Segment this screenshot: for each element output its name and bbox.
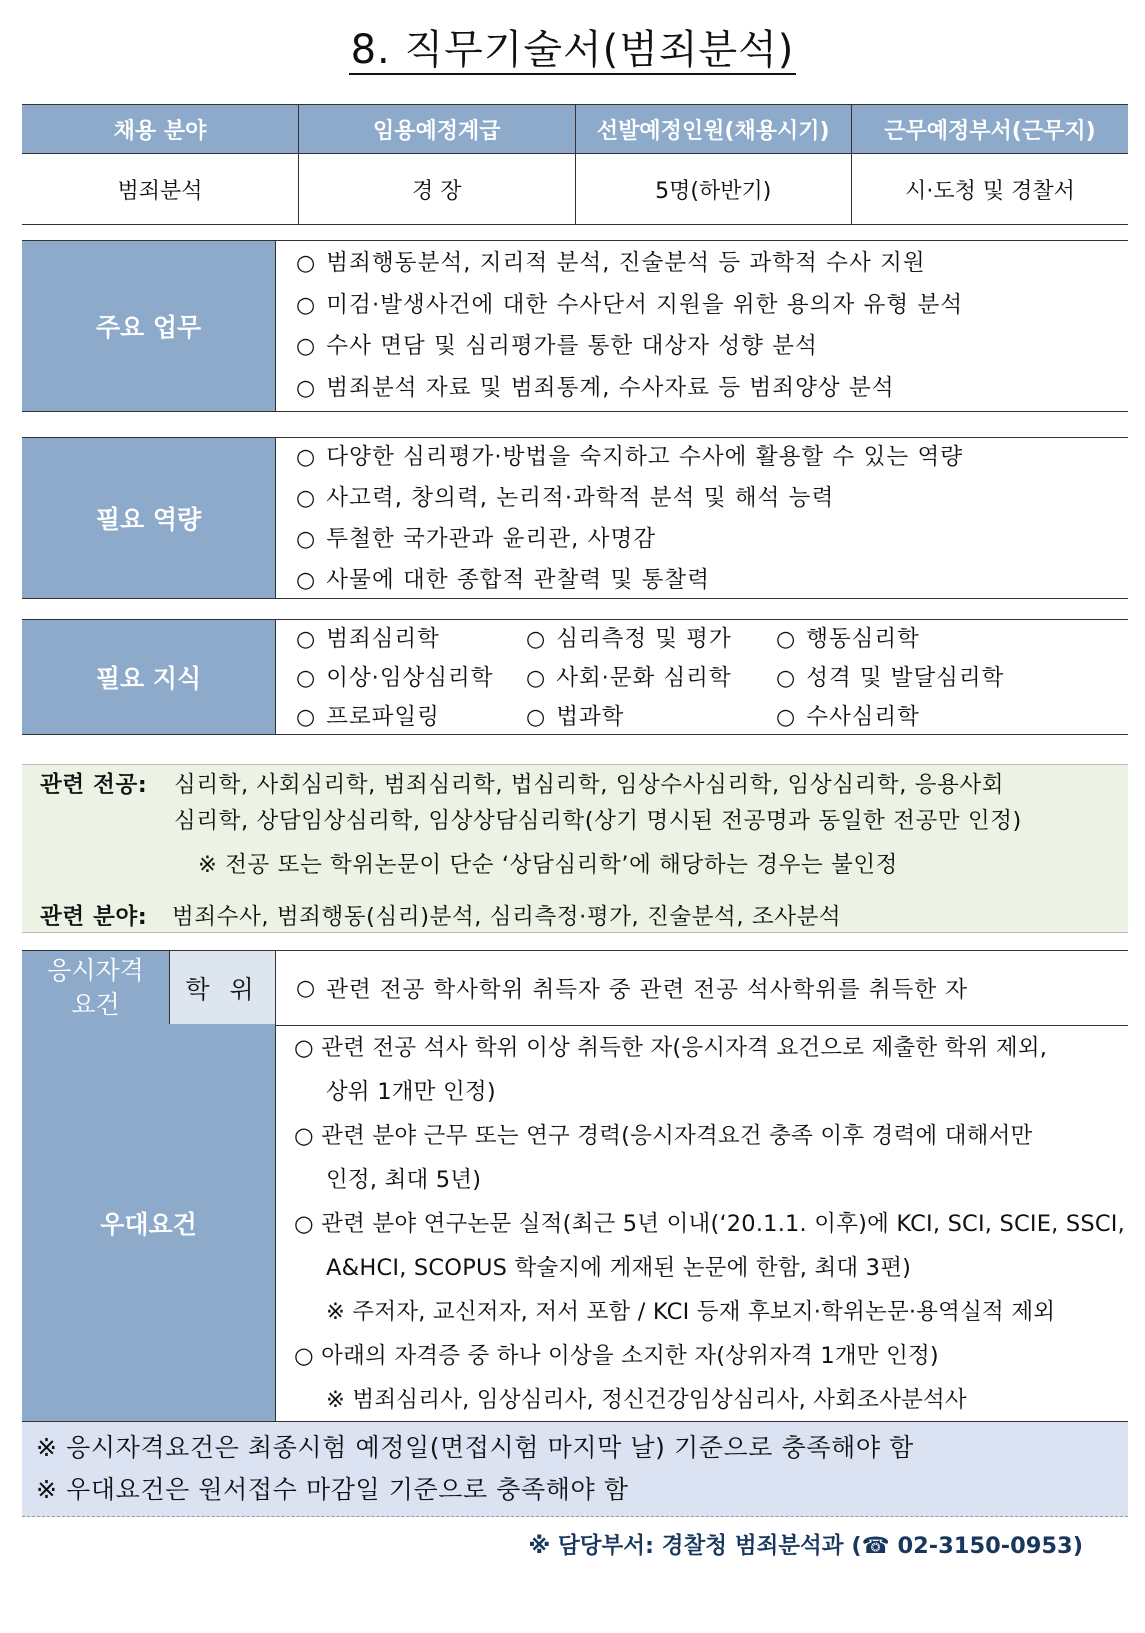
list-item: ○ 사회·문화 심리학 — [526, 665, 732, 691]
knowledge-row — [296, 659, 1128, 698]
bullet-circle-icon: ○ — [296, 334, 317, 359]
bullet-circle-icon: ○ — [296, 445, 317, 470]
bullet-circle-icon: ○ — [296, 375, 317, 401]
list-item: ○ 다양한 심리평가·방법을 숙지하고 수사에 활용할 수 있는 역량 — [296, 444, 964, 470]
duties-section — [22, 240, 1128, 412]
position-summary-table — [22, 104, 1128, 225]
contact-info: ※ 담당부서: 경찰청 범죄분석과 (☎ 02-3150-0953) — [528, 1533, 1083, 1559]
preference-section — [22, 1024, 1128, 1422]
bullet-circle-icon: ○ — [296, 627, 317, 652]
duties-label: 주요 업무 — [22, 241, 276, 411]
list-item: ○ 관련 분야 연구논문 실적(최근 5년 이내(‘20.1.1. 이후)에 KCI, SCI, SCIE, SSCI, — [294, 1211, 1125, 1237]
header-department: 근무예정부서(근무지) — [852, 105, 1129, 154]
list-item: ○ 사물에 대한 종합적 관찰력 및 통찰력 — [296, 567, 711, 593]
bullet-circle-icon: ○ — [296, 666, 317, 691]
related-major-line: 심리학, 사회심리학, 범죄심리학, 법심리학, 임상수사심리학, 임상심리학, 응용사회 — [174, 772, 1005, 798]
knowledge-row — [296, 620, 1128, 659]
header-headcount: 선발예정인원(채용시기) — [575, 105, 852, 154]
bullet-circle-icon: ○ — [526, 627, 547, 652]
bullet-circle-icon: ○ — [776, 666, 797, 691]
bullet-circle-icon: ○ — [296, 527, 317, 552]
list-item: ○ 수사 면담 및 심리평가를 통한 대상자 성향 분석 — [296, 333, 818, 359]
list-item: ○ 범죄분석 자료 및 범죄통계, 수사자료 등 범죄양상 분석 — [296, 374, 895, 401]
knowledge-label: 필요 지식 — [22, 620, 276, 734]
qualification-sub-label: 학 위 — [170, 951, 276, 1025]
list-item: ※ 범죄심리사, 임상심리사, 정신건강임상심리사, 사회조사분석사 — [326, 1387, 967, 1413]
list-item: ○ 수사심리학 — [776, 704, 920, 730]
list-item: ○ 아래의 자격증 중 하나 이상을 소지한 자(상위자격 1개만 인정) — [294, 1343, 939, 1369]
value-headcount: 5명(하반기) — [575, 154, 852, 225]
knowledge-section — [22, 619, 1128, 735]
list-item: ※ 주저자, 교신저자, 저서 포함 / KCI 등재 후보지·학위논문·용역실적 제외 — [326, 1299, 1056, 1325]
value-rank: 경 장 — [299, 154, 576, 225]
list-item: ○ 범죄심리학 — [296, 626, 440, 652]
list-item: ○ 프로파일링 — [296, 704, 440, 730]
list-item: ○ 성격 및 발달심리학 — [776, 665, 1005, 691]
bullet-circle-icon: ○ — [526, 705, 547, 730]
bullet-circle-icon: ○ — [296, 486, 317, 511]
list-item: ○ 심리측정 및 평가 — [526, 626, 732, 652]
list-item: ○ 범죄행동분석, 지리적 분석, 진술분석 등 과학적 수사 지원 — [296, 250, 926, 276]
list-item: 상위 1개만 인정) — [326, 1079, 496, 1105]
list-item: A&HCI, SCOPUS 학술지에 게재된 논문에 한함, 최대 3편) — [326, 1255, 912, 1281]
related-field-text: 범죄수사, 범죄행동(심리)분석, 심리측정·평가, 진술분석, 조사분석 — [172, 904, 842, 930]
list-item: ○ 관련 전공 석사 학위 이상 취득한 자(응시자격 요건으로 제출한 학위 제외, — [294, 1035, 1048, 1061]
list-item: ○ 관련 분야 근무 또는 연구 경력(응시자격요건 충족 이후 경력에 대해서만 — [294, 1123, 1033, 1149]
list-item: ○ 미검·발생사건에 대한 수사단서 지원을 위한 용의자 유형 분석 — [296, 291, 964, 318]
note-line: ※ 응시자격요건은 최종시험 예정일(면접시험 마지막 날) 기준으로 충족해야 함 — [36, 1433, 914, 1462]
related-field-label: 관련 분야: — [40, 904, 148, 930]
related-major-note: ※ 전공 또는 학위논문이 단순 ‘상담심리학’에 해당하는 경우는 불인정 — [198, 852, 899, 878]
header-field: 채용 분야 — [22, 105, 299, 154]
notes-box — [22, 1422, 1128, 1517]
list-item: ○ 사고력, 창의력, 논리적·과학적 분석 및 해석 능력 — [296, 485, 835, 511]
related-major-label: 관련 전공: — [40, 772, 148, 798]
list-item: ○ 관련 전공 학사학위 취득자 중 관련 전공 석사학위를 취득한 자 — [296, 975, 968, 1003]
related-major-line: 심리학, 상담임상심리학, 임상상담심리학(상기 명시된 전공명과 동일한 전공만 인정) — [174, 808, 1022, 834]
bullet-circle-icon: ○ — [296, 975, 317, 1001]
header-rank: 임용예정계급 — [299, 105, 576, 154]
list-item: 인정, 최대 5년) — [326, 1167, 482, 1193]
list-item: ○ 법과학 — [526, 704, 625, 730]
page-title: 8. 직무기술서(범죄분석) — [350, 27, 795, 73]
bullet-circle-icon: ○ — [296, 568, 317, 593]
competencies-label: 필요 역량 — [22, 438, 276, 598]
list-item: ○ 이상·임상심리학 — [296, 665, 494, 691]
bullet-circle-icon: ○ — [296, 251, 317, 276]
competencies-section — [22, 437, 1128, 599]
list-item: ○ 행동심리학 — [776, 626, 920, 652]
qualification-label: 응시자격 요건 — [22, 951, 170, 1025]
value-department: 시·도청 및 경찰서 — [852, 154, 1129, 225]
value-field: 범죄분석 — [22, 154, 299, 225]
related-majors-box — [22, 764, 1128, 933]
bullet-circle-icon: ○ — [526, 666, 547, 691]
list-item: ○ 투철한 국가관과 윤리관, 사명감 — [296, 526, 657, 552]
knowledge-row — [296, 698, 1128, 737]
bullet-circle-icon: ○ — [296, 705, 317, 730]
note-line: ※ 우대요건은 원서접수 마감일 기준으로 충족해야 함 — [36, 1475, 629, 1504]
bullet-circle-icon: ○ — [296, 292, 317, 318]
preference-label: 우대요건 — [22, 1024, 276, 1421]
bullet-circle-icon: ○ — [776, 627, 797, 652]
qualification-section — [22, 950, 1128, 1026]
bullet-circle-icon: ○ — [776, 705, 797, 730]
